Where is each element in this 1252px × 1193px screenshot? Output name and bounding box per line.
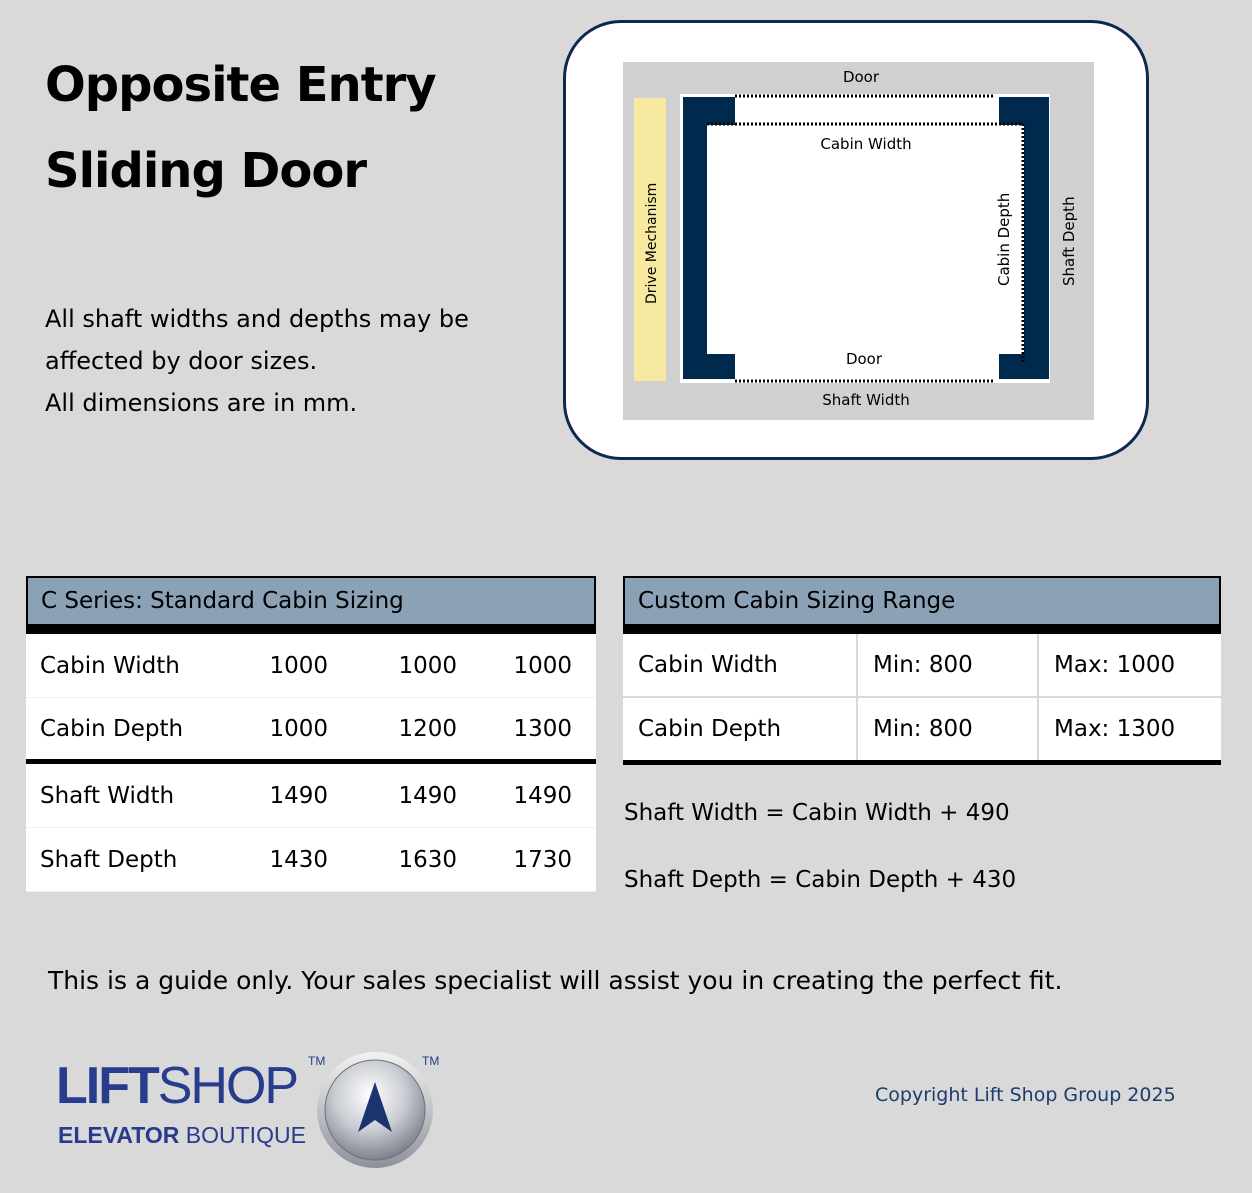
table-row [623,634,1221,696]
table-cell: 1630 [398,846,457,873]
standard-table-header: C Series: Standard Cabin Sizing [26,576,596,634]
row-label: Cabin Depth [623,698,858,760]
max-cell: Max: 1000 [1054,652,1176,678]
logo-sub-bold: ELEVATOR [58,1122,180,1148]
guide-note: This is a guide only. Your sales specialist will assist you in creating the perfect fit. [48,966,1063,995]
liftshop-logo [56,1050,456,1175]
row-label: Cabin Width [623,634,858,696]
page-title [45,42,436,214]
table-cell: 1000 [513,652,572,679]
copyright: Copyright Lift Shop Group 2025 [875,1084,1176,1106]
shaft-depth-formula: Shaft Depth = Cabin Depth + 430 [624,867,1017,893]
row-label: Cabin Width [40,652,180,679]
cabin-width-label: Cabin Width [820,135,912,153]
logo-shop: SHOP [157,1057,298,1115]
table-cell: 1300 [513,715,572,742]
page-title-line-2: Sliding Door [45,143,366,199]
cabin-depth-label: Cabin Depth [995,192,1013,286]
table-row [26,764,596,828]
notes [45,298,469,424]
logo-sub-regular: BOUTIQUE [185,1122,306,1148]
table-cell: 1000 [269,652,328,679]
logo-wordmark [56,1056,297,1116]
table-cell: 1200 [398,715,457,742]
door-bottom-label: Door [845,350,883,368]
note-line-3: All dimensions are in mm. [45,389,358,417]
custom-table-header: Custom Cabin Sizing Range [623,576,1221,634]
min-cell: Min: 800 [858,634,1039,696]
table-cell: 1490 [513,782,572,809]
door-top-label: Door [842,68,880,86]
drive-mechanism-label: Drive Mechanism [644,182,660,304]
row-label: Cabin Depth [40,715,184,742]
logo-subtitle [58,1122,306,1149]
table-row [623,696,1221,760]
table-cell: 1490 [398,782,457,809]
table-cell: 1490 [269,782,328,809]
table-cell: 1430 [269,846,328,873]
standard-sizing-table [26,576,596,892]
note-line-1: All shaft widths and depths may be [45,305,469,333]
lift-plan-diagram [623,62,1094,420]
min-cell: Min: 800 [858,698,1039,760]
max-cell: Max: 1300 [1054,716,1176,742]
note-line-2: affected by door sizes. [45,347,318,375]
custom-sizing-table [623,576,1221,765]
table-cell: 1730 [513,846,572,873]
shaft-width-label: Shaft Width [822,391,910,409]
table-cell: 1000 [398,652,457,679]
logo-lift: LIFT [56,1057,158,1115]
table-row [26,698,596,764]
table-cell: 1000 [269,715,328,742]
logo-arrow-badge-icon [314,1050,436,1172]
logo-tm-1: TM [308,1054,326,1068]
shaft-width-formula: Shaft Width = Cabin Width + 490 [624,800,1010,826]
row-label: Shaft Depth [40,846,178,873]
page-title-line-1: Opposite Entry [45,57,436,113]
row-label: Shaft Width [40,782,175,809]
table-row [26,828,596,892]
shaft-depth-label: Shaft Depth [1060,196,1078,286]
table-row [26,634,596,698]
logo-tm-2: TM [422,1054,440,1068]
